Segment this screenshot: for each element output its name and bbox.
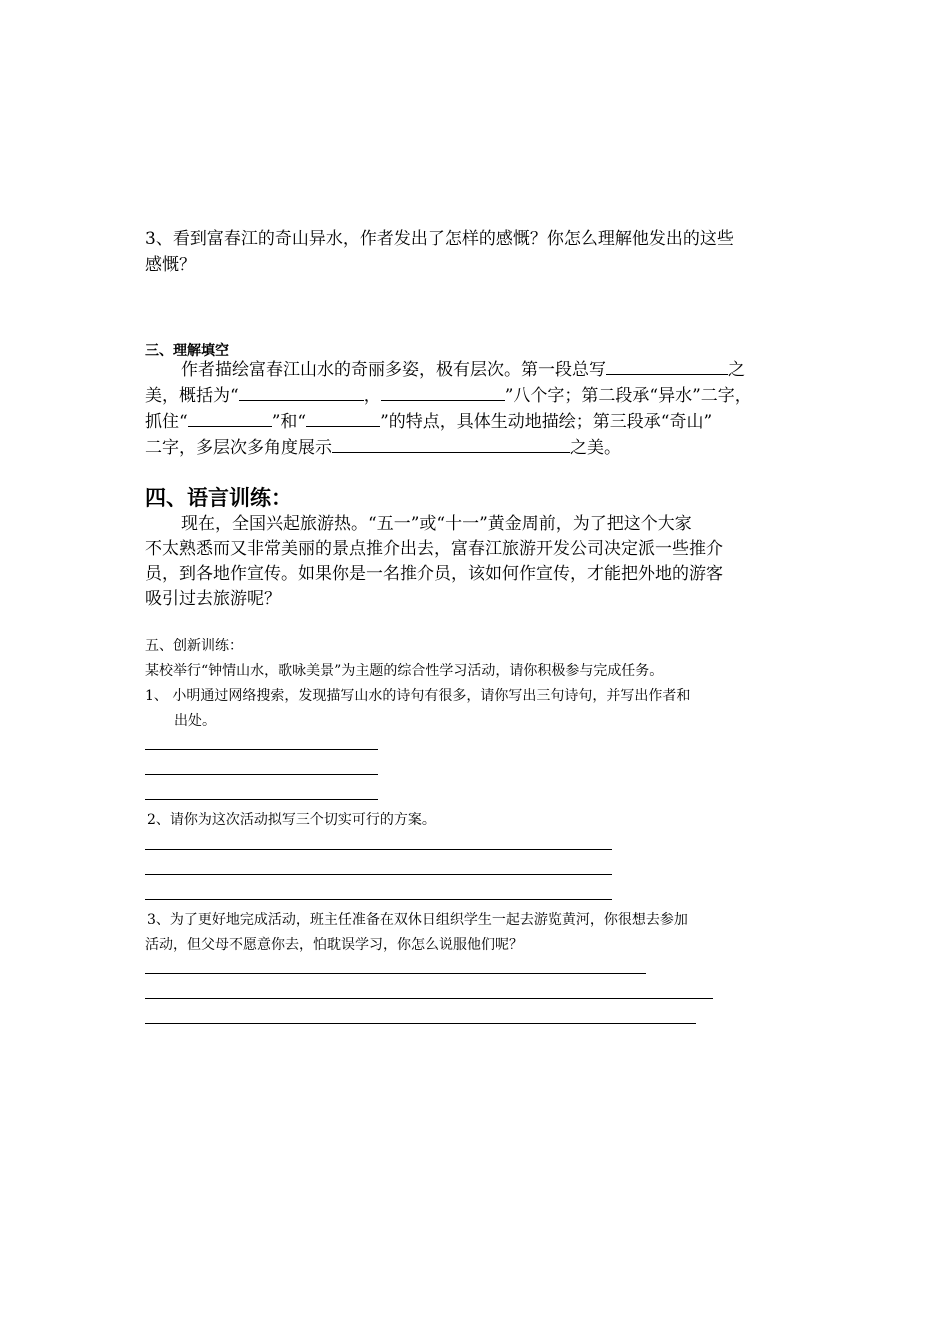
section-3-text: ， (363, 386, 381, 406)
section-3-line-2 (145, 382, 752, 409)
section-3-text: 作者描绘富春江山水的奇丽多姿，极有层次。第一段总写 (181, 360, 606, 380)
fill-blank[interactable] (306, 408, 380, 427)
section-5-intro: 某校举行“钟情山水，歌咏美景”为主题的综合性学习活动，请你积极参与完成任务。 (145, 663, 664, 679)
section-5-question-1-line-2: 出处。 (174, 713, 216, 729)
section-4-line-2: 不太熟悉而又非常美丽的景点推介出去，富春江旅游开发公司决定派一些推介 (145, 539, 723, 559)
fill-blank[interactable] (381, 382, 505, 401)
section-3-text: 之美。 (570, 438, 621, 458)
answer-line[interactable] (145, 799, 378, 800)
section-3-text: ”八个字；第二段承“异水”二字， (504, 386, 752, 406)
section-5-question-3-line-1: 3、为了更好地完成活动，班主任准备在双休日组织学生一起去游览黄河，你很想去参加 (147, 912, 688, 928)
question-3 (145, 226, 734, 278)
section-5-question-1-line-1: 1、 小明通过网络搜索，发现描写山水的诗句有很多，请你写出三句诗句，并写出作者和 (145, 688, 691, 704)
answer-line[interactable] (145, 973, 646, 974)
question-3-line-2: 感慨？ (145, 255, 196, 275)
answer-line[interactable] (145, 874, 612, 875)
section-4-line-4: 吸引过去旅游呢？ (145, 589, 281, 609)
section-3-line-1 (181, 356, 745, 383)
section-4-heading: 四、语言训练： (145, 485, 292, 510)
section-4-line-1: 现在，全国兴起旅游热。“五一”或“十一”黄金周前，为了把这个大家 (181, 514, 692, 534)
fill-blank[interactable] (332, 434, 570, 453)
answer-line[interactable] (145, 774, 378, 775)
section-3-line-3 (145, 408, 712, 435)
question-3-line-1: 3、看到富春江的奇山异水，作者发出了怎样的感慨？你怎么理解他发出的这些 (145, 229, 734, 249)
section-5-question-3-line-2: 活动，但父母不愿意你去，怕耽误学习，你怎么说服他们呢？ (145, 937, 523, 953)
section-4-line-3: 员，到各地作宣传。如果你是一名推介员，该如何作宣传，才能把外地的游客 (145, 564, 723, 584)
answer-line[interactable] (145, 1023, 696, 1024)
fill-blank[interactable] (188, 408, 272, 427)
fill-blank[interactable] (239, 382, 364, 401)
section-3-text: 之 (728, 360, 745, 380)
section-3-text: ”的特点，具体生动地描绘；第三段承“奇山” (380, 412, 713, 432)
section-5-heading: 五、创新训练： (145, 638, 243, 654)
section-5-question-2: 2、请你为这次活动拟写三个切实可行的方案。 (147, 812, 436, 828)
answer-line[interactable] (145, 749, 378, 750)
section-3-line-4 (145, 434, 621, 461)
section-3-text: 二字，多层次多角度展示 (145, 438, 332, 458)
answer-line[interactable] (145, 849, 612, 850)
section-3-text: ”和“ (271, 412, 307, 432)
answer-line[interactable] (145, 899, 612, 900)
fill-blank[interactable] (606, 356, 728, 375)
section-3-text: 美，概括为“ (145, 386, 239, 406)
section-3-heading: 三、理解填空 (145, 343, 229, 359)
section-3-text: 抓住“ (145, 412, 188, 432)
answer-line[interactable] (145, 998, 713, 999)
